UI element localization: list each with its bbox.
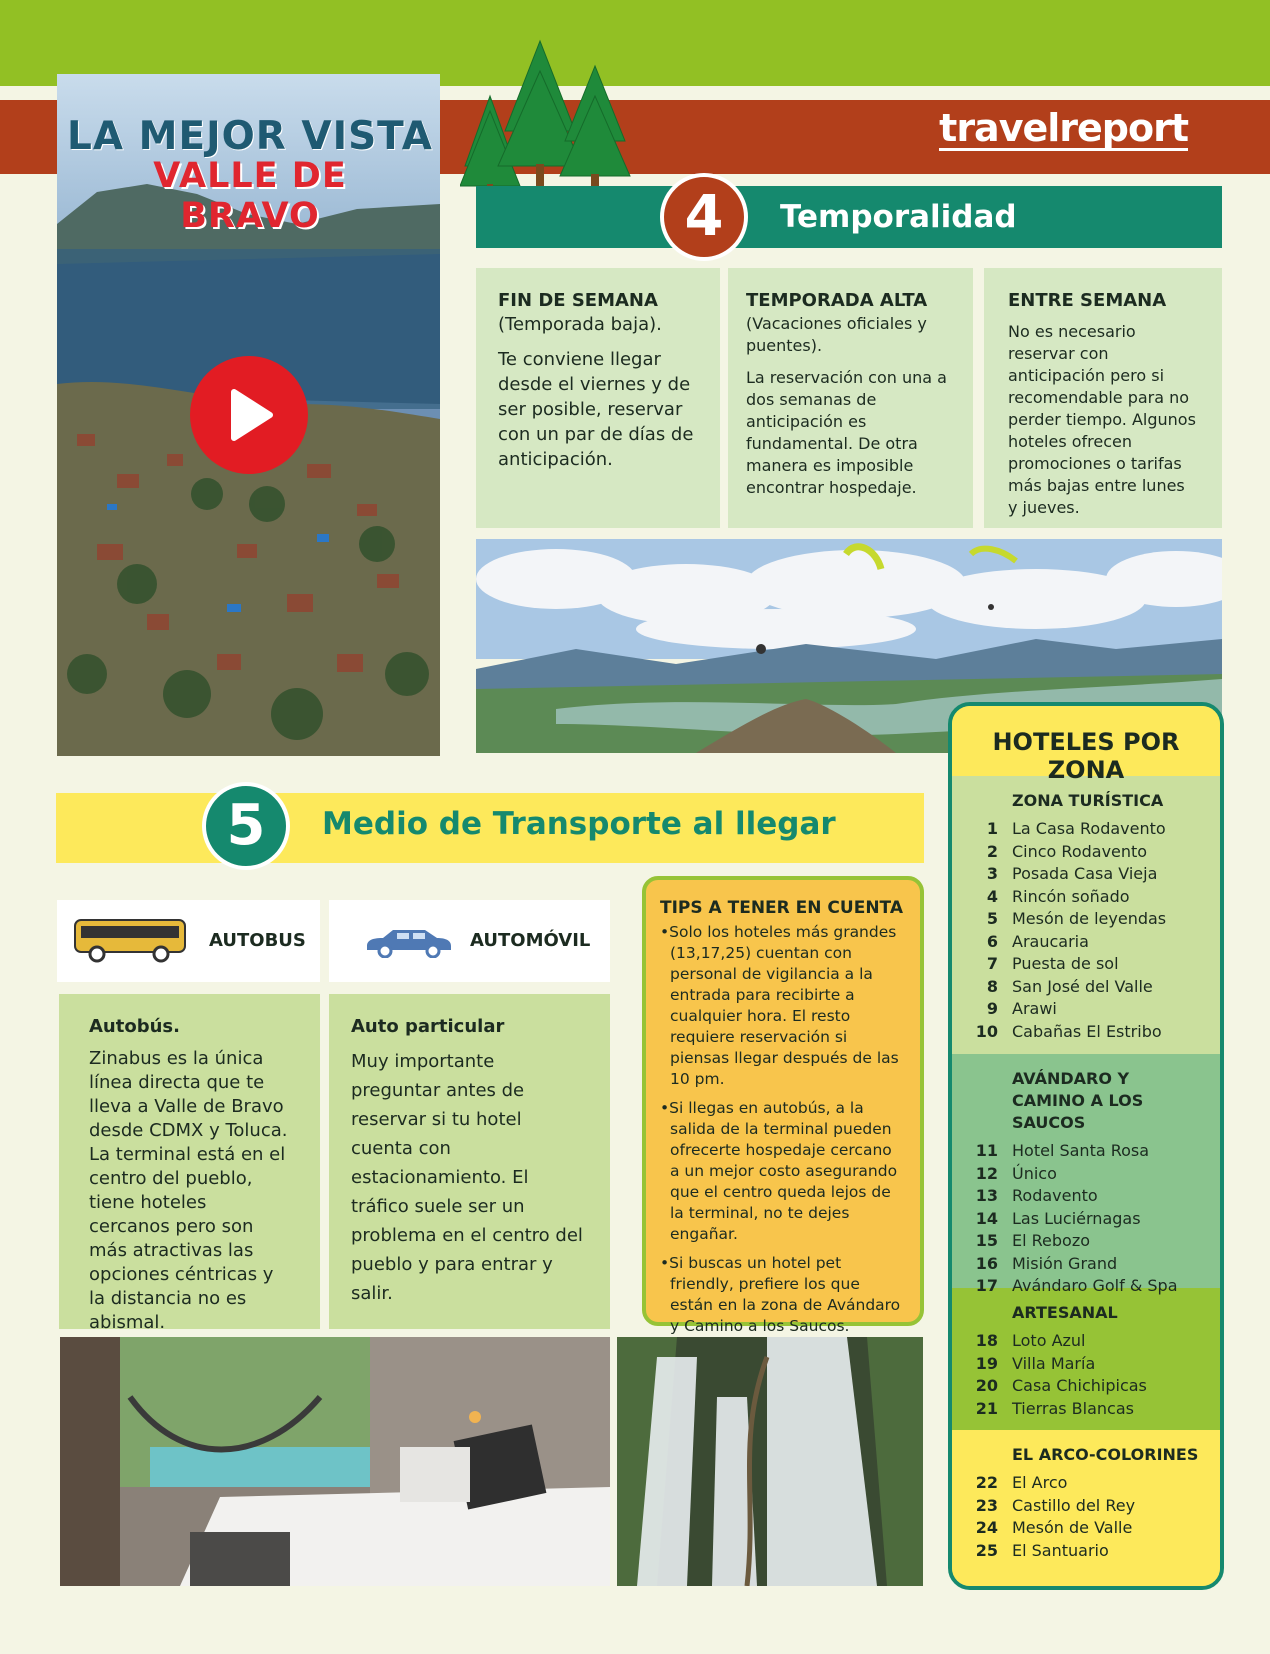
zone-artesanal [952,1288,1220,1430]
play-button[interactable] [190,356,308,474]
hotel-row: 6 Araucaria [986,931,1089,951]
hotel-row: 20 Casa Chichipicas [975,1376,1147,1395]
zone-heading: ARTESANAL [1012,1303,1118,1322]
hotels-by-zone-panel [948,702,1224,1590]
hotel-row: 4 Rincón soñado [986,886,1130,906]
tip-item: • Si buscas un hotel pet friendly, prefiere los que están en la zona de Avándaro y Camino a los Saucos. [660,1253,906,1337]
hotel-room-photo [60,1337,610,1586]
video-thumbnail[interactable] [57,74,440,756]
hotel-row: 24 Mesón de Valle [975,1518,1133,1537]
bus-info-body: Zinabus es la única línea directa que te lleva a Valle de Bravo desde CDMX y Toluca. La terminal está en el centro del pueblo, tiene hoteles cercanos pero son más atractivas las opciones céntricas y la distancia no es abismal. [89,1048,288,1333]
car-info-card [329,994,610,1329]
hotel-row: 23 Castillo del Rey [975,1495,1136,1515]
hotel-row: 12 Único [975,1163,1057,1183]
season-card-weekday [984,268,1222,528]
hotel-row: 3 Posada Casa Vieja [986,864,1158,883]
tip-item: • Si llegas en autobús, a la salida de la terminal pueden ofrecerte hospedaje cercano a un mejor costo asegurando que el centro queda lejos de la terminal, no te dejes engañar. [660,1098,906,1245]
hotel-row: 8 San José del Valle [986,976,1153,996]
zone-heading: AVÁNDARO Y CAMINO A LOS SAUCOS [1012,1069,1144,1132]
card-body: La reservación con una a dos semanas de anticipación es fundamental. De otra manera es imposible encontrar hospedaje. [746,368,947,497]
bus-icon [73,916,187,964]
card-subtitle: (Temporada baja). [498,314,662,335]
tips-box [642,876,924,1335]
transport-mode-label: AUTOBUS [209,930,306,951]
bus-info-heading: Autobús. [89,1016,180,1037]
hotel-row: 5 Mesón de leyendas [986,909,1167,928]
hotel-row: 16 Misión Grand [975,1253,1118,1273]
hotel-row: 15 El Rebozo [975,1231,1091,1250]
hotel-row: 7 Puesta de sol [986,954,1119,973]
season-card-weekend [476,268,720,528]
transport-mode-label: AUTOMÓVIL [470,930,591,951]
section4-number-badge: 4 [660,173,748,261]
card-subtitle: (Vacaciones oficiales y puentes). [746,314,927,355]
hotel-row: 17 Avándaro Golf & Spa [975,1276,1178,1295]
video-title-line1: LA MEJOR VISTA [67,114,433,159]
hotel-row: 25 El Santuario [975,1540,1109,1560]
video-title-line2: VALLE DE BRAVO [153,156,347,236]
bus-info-card [59,994,320,1333]
section5-title: Medio de Transporte al llegar [322,806,836,842]
waterfall-photo [617,1337,923,1586]
tips-title: TIPS A TENER EN CUENTA [660,898,903,918]
card-heading: TEMPORADA ALTA [746,290,928,311]
hotel-row: 13 Rodavento [975,1186,1098,1205]
zone-el-arco-colorines [952,1430,1220,1590]
hotel-row: 10 Cabañas El Estribo [975,1021,1162,1041]
brand-logo[interactable]: travelreport [939,106,1188,150]
pine-trees-icon [460,36,640,190]
section4-title: Temporalidad [780,199,1017,235]
zone-heading: ZONA TURÍSTICA [1012,791,1164,810]
hotel-row: 22 El Arco [975,1473,1068,1492]
card-body: Te conviene llegar desde el viernes y de ser posible, reservar con un par de días de anticipación. [498,349,694,470]
card-heading: ENTRE SEMANA [1008,290,1167,311]
hotel-row: 18 Loto Azul [975,1331,1086,1350]
tip-item: • Solo los hoteles más grandes (13,17,25) cuentan con personal de vigilancia a la entrada para recibirte a cualquier hora. El resto requiere reservación si piensas llegar después de las 10 pm. [660,922,906,1090]
zone-turistica [952,776,1220,1054]
transport-mode-bus [57,900,320,982]
zone-heading: EL ARCO-COLORINES [1012,1445,1199,1464]
hotel-row: 21 Tierras Blancas [975,1398,1134,1418]
hotels-title: HOTELES POR ZONA [952,706,1220,776]
card-body: No es necesario reservar con anticipación pero si recomendable para no perder tiempo. Algunos hoteles ofrecen promociones o tarifas más bajas entre lunes y jueves. [1008,322,1196,517]
car-icon [363,926,453,958]
hotel-row: 19 Villa María [975,1353,1096,1373]
zone-avandaro [952,1054,1220,1295]
hotel-row: 1 La Casa Rodavento [986,819,1166,838]
hotel-row: 9 Arawi [986,999,1057,1018]
car-info-body: Muy importante preguntar antes de reservar si tu hotel cuenta con estacionamiento. El tráfico suele ser un problema en el centro del pueblo y para entrar y salir. [351,1051,583,1304]
season-card-high [728,268,973,528]
card-heading: FIN DE SEMANA [498,290,658,311]
section5-number-badge: 5 [202,782,290,870]
hotel-row: 11 Hotel Santa Rosa [975,1141,1150,1160]
transport-mode-car [329,900,610,982]
hotel-row: 2 Cinco Rodavento [986,841,1148,861]
play-icon [228,388,274,442]
hotel-row: 14 Las Luciérnagas [975,1208,1141,1228]
car-info-heading: Auto particular [351,1016,505,1037]
